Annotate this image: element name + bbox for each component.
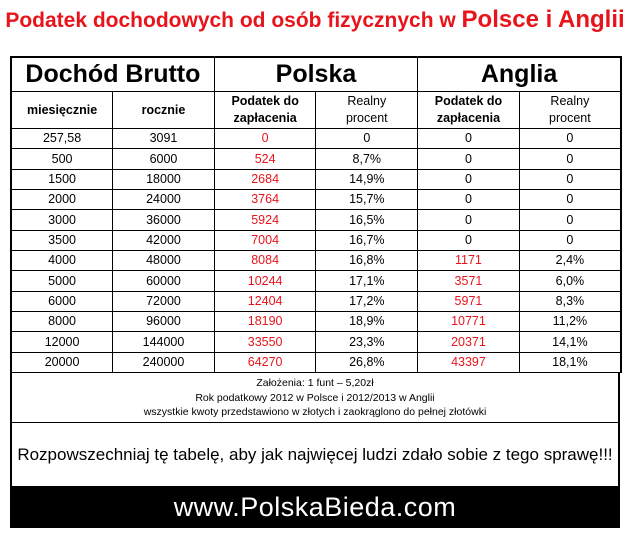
sub-header-row — [11, 92, 621, 129]
cell-poland-rate: 8,7% — [316, 149, 418, 169]
cell-england-rate: 0 — [519, 169, 621, 189]
cell-poland-tax: 0 — [214, 129, 316, 149]
cell-poland-tax: 64270 — [214, 352, 316, 372]
cell-england-rate: 2,4% — [519, 250, 621, 270]
cell-yearly: 24000 — [113, 189, 215, 209]
cell-poland-rate: 23,3% — [316, 332, 418, 352]
cell-england-rate: 14,1% — [519, 332, 621, 352]
cell-poland-rate: 16,7% — [316, 230, 418, 250]
cell-england-rate: 6,0% — [519, 271, 621, 291]
website-footer: www.PolskaBieda.com — [10, 486, 620, 528]
cell-monthly: 4000 — [11, 250, 113, 270]
cell-monthly: 500 — [11, 149, 113, 169]
table-row — [11, 149, 621, 169]
cell-england-rate: 18,1% — [519, 352, 621, 372]
cell-england-tax: 0 — [418, 169, 520, 189]
cell-yearly: 60000 — [113, 271, 215, 291]
cell-monthly: 8000 — [11, 311, 113, 331]
header-gross-income: Dochód Brutto — [11, 57, 214, 92]
cell-england-rate: 11,2% — [519, 311, 621, 331]
cell-england-tax: 0 — [418, 129, 520, 149]
cell-poland-rate: 0 — [316, 129, 418, 149]
cell-england-rate: 0 — [519, 230, 621, 250]
cell-england-tax: 0 — [418, 210, 520, 230]
cell-poland-tax: 33550 — [214, 332, 316, 352]
cell-monthly: 3500 — [11, 230, 113, 250]
table-row — [11, 250, 621, 270]
tax-comparison-table — [10, 56, 622, 373]
cell-england-tax: 1171 — [418, 250, 520, 270]
cell-yearly: 48000 — [113, 250, 215, 270]
cell-yearly: 72000 — [113, 291, 215, 311]
cell-england-rate: 0 — [519, 189, 621, 209]
cell-monthly: 2000 — [11, 189, 113, 209]
header-poland: Polska — [214, 57, 417, 92]
table-row — [11, 189, 621, 209]
cell-poland-rate: 17,2% — [316, 291, 418, 311]
page-title — [0, 6, 630, 34]
table-top-border — [10, 56, 622, 58]
cell-poland-tax: 7004 — [214, 230, 316, 250]
title-highlight: Polsce i Anglii — [461, 6, 625, 33]
cell-england-rate: 8,3% — [519, 291, 621, 311]
cell-england-rate: 0 — [519, 210, 621, 230]
cell-england-rate: 0 — [519, 149, 621, 169]
note-tax-year: Rok podatkowy 2012 w Polsce i 2012/2013 w Anglii — [195, 391, 435, 404]
assumptions-notes — [10, 373, 620, 423]
share-message: Rozpowszechniaj tę tabelę, aby jak najwięcej ludzi zdało sobie z tego sprawę!!! — [10, 423, 620, 486]
table-row — [11, 291, 621, 311]
cell-poland-tax: 524 — [214, 149, 316, 169]
table-row — [11, 230, 621, 250]
title-text: Podatek dochodowych od osób fizycznych w — [5, 9, 462, 32]
cell-yearly: 144000 — [113, 332, 215, 352]
cell-monthly: 257,58 — [11, 129, 113, 149]
cell-monthly: 1500 — [11, 169, 113, 189]
cell-poland-rate: 16,5% — [316, 210, 418, 230]
cell-england-rate: 0 — [519, 129, 621, 149]
table-row — [11, 129, 621, 149]
cell-england-tax: 5971 — [418, 291, 520, 311]
cell-poland-rate: 15,7% — [316, 189, 418, 209]
cell-poland-rate: 14,9% — [316, 169, 418, 189]
cell-england-tax: 20371 — [418, 332, 520, 352]
cell-yearly: 36000 — [113, 210, 215, 230]
cell-yearly: 18000 — [113, 169, 215, 189]
subheader-poland-rate: Realny procent — [316, 92, 418, 129]
subheader-england-rate: Realny procent — [519, 92, 621, 129]
cell-poland-tax: 8084 — [214, 250, 316, 270]
cell-yearly: 42000 — [113, 230, 215, 250]
table-row — [11, 210, 621, 230]
subheader-monthly: miesięcznie — [11, 92, 113, 129]
cell-yearly: 3091 — [113, 129, 215, 149]
table-row — [11, 352, 621, 372]
cell-england-tax: 43397 — [418, 352, 520, 372]
table-row — [11, 271, 621, 291]
cell-poland-tax: 18190 — [214, 311, 316, 331]
note-rounding: wszystkie kwoty przedstawiono w złotych i zaokrąglono do pełnej złotówki — [143, 406, 487, 418]
cell-monthly: 3000 — [11, 210, 113, 230]
cell-yearly: 96000 — [113, 311, 215, 331]
table-row — [11, 169, 621, 189]
cell-england-tax: 0 — [418, 230, 520, 250]
cell-monthly: 5000 — [11, 271, 113, 291]
subheader-yearly: rocznie — [113, 92, 215, 129]
cell-poland-rate: 26,8% — [316, 352, 418, 372]
cell-england-tax: 0 — [418, 149, 520, 169]
cell-england-tax: 3571 — [418, 271, 520, 291]
cell-monthly: 20000 — [11, 352, 113, 372]
cell-poland-tax: 2684 — [214, 169, 316, 189]
cell-monthly: 6000 — [11, 291, 113, 311]
cell-poland-tax: 3764 — [214, 189, 316, 209]
cell-poland-tax: 10244 — [214, 271, 316, 291]
cell-poland-rate: 17,1% — [316, 271, 418, 291]
group-header-row — [11, 57, 621, 92]
subheader-poland-tax: Podatek do zapłacenia — [214, 92, 316, 129]
cell-england-tax: 10771 — [418, 311, 520, 331]
cell-poland-tax: 5924 — [214, 210, 316, 230]
cell-england-tax: 0 — [418, 189, 520, 209]
subheader-england-tax: Podatek do zapłacenia — [418, 92, 520, 129]
cell-poland-tax: 12404 — [214, 291, 316, 311]
cell-yearly: 240000 — [113, 352, 215, 372]
cell-yearly: 6000 — [113, 149, 215, 169]
note-exchange-rate: Założenia: 1 funt – 5,20zł — [256, 377, 374, 389]
cell-monthly: 12000 — [11, 332, 113, 352]
cell-poland-rate: 18,9% — [316, 311, 418, 331]
table-row — [11, 332, 621, 352]
table-row — [11, 311, 621, 331]
header-england: Anglia — [418, 57, 621, 92]
cell-poland-rate: 16,8% — [316, 250, 418, 270]
